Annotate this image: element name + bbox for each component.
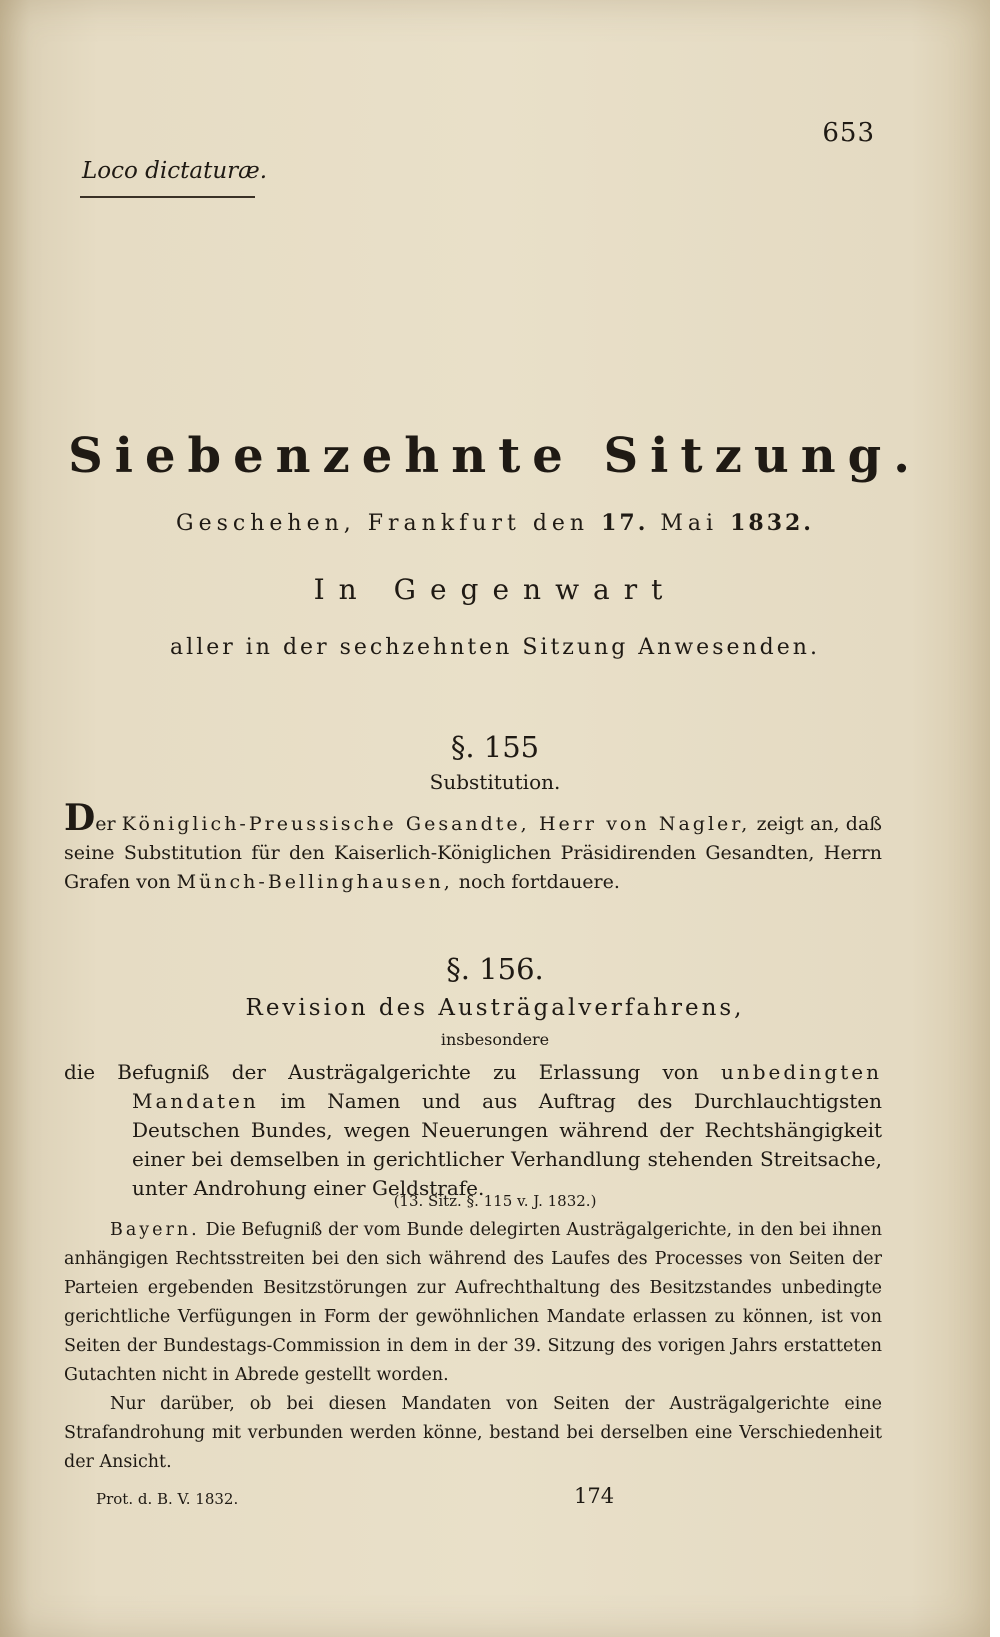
dateline-prefix: Geschehen, Frankfurt den (176, 511, 590, 536)
signature-mark: 174 (574, 1484, 615, 1508)
dateline-year: 1832. (730, 510, 814, 536)
locus-dictaturae-note: Loco dictaturæ. (82, 158, 268, 184)
section-156-number: §. 156. (446, 952, 544, 986)
section-155-text-2: noch fortdauere. (458, 871, 620, 893)
dateline-day: 17. (601, 510, 649, 536)
section-155-number: §. 155 (450, 730, 540, 764)
section-155-text-start: er (95, 813, 116, 835)
paragraph-1-text: Die Befugniß der vom Bunde delegirten Austrägalgerichte, in den bei ihnen anhängigen Rechtsstreiten bei den sich während des Laufes des Processes von Seiten der Parteien ergebenden Besitzstörungen zur Aufrechthaltung des Besitzstandes unbedingte gerichtliche Verfügungen in Form der gewöhnlichen Mandate erlassen zu können, ist von Seiten der Bundestags-Commission in dem in der 39. Sitzung des vorigen Jahrs erstatteten Gutachten nicht in Abrede gestellt worden. (64, 1220, 882, 1385)
state-name: Bayern. (110, 1220, 200, 1240)
session-title: Siebenzehnte Sitzung. (68, 428, 922, 484)
page-number: 653 (822, 118, 875, 148)
section-156-subtitle: insbesondere (440, 1030, 550, 1049)
section-156-reference-note: (13. Sitz. §. 115 v. J. 1832.) (393, 1192, 597, 1210)
section-156-spaced-1: unbedingten Mandaten (132, 1060, 882, 1113)
section-156-text-2: im Namen und aus Auftrag des Durchlauchtigsten Deutschen Bundes, wegen Neuerungen während der Rechtshängigkeit einer bei demselben in gerichtlicher Verhandlung stehenden Streitsache, unter Androhung einer Geldstrafe. (132, 1089, 883, 1200)
section-155-title: Substitution. (429, 770, 561, 794)
dateline-month: Mai (660, 511, 719, 536)
section-156-paragraph-2: Nur darüber, ob bei diesen Mandaten von Seiten der Austrägalgerichte eine Strafandrohung mit verbunden werden könne, bestand bei derselben eine Verschiedenheit der Ansicht. (64, 1394, 882, 1472)
section-155-spaced-2: Münch-Bellinghausen, (176, 871, 453, 893)
section-156-heading-body (64, 1058, 882, 1203)
section-156-paragraph-1 (64, 1216, 882, 1390)
section-155-body (64, 797, 882, 897)
session-dateline (0, 510, 990, 536)
section-155-dropcap: D (64, 797, 96, 839)
section-156-title: Revision des Austrägalverfahrens, (245, 995, 745, 1021)
section-155-text-1: zeigt an, daß seine Substitution für den Kaiserlich-Königlichen Präsidirenden Gesandten, Herrn Grafen von (64, 813, 882, 893)
section-156-text-1: die Befugniß der Austrägalgerichte zu Erlassung von (64, 1060, 699, 1084)
locus-underline-rule (80, 196, 255, 198)
presence-heading: In Gegenwart (313, 573, 677, 606)
section-155-spaced-1: Königlich-Preussische Gesandte, Herr von Nagler, (121, 813, 751, 835)
presence-subheading: aller in der sechzehnten Sitzung Anwesenden. (170, 635, 820, 660)
protocol-footer: Prot. d. B. V. 1832. (96, 1490, 239, 1508)
